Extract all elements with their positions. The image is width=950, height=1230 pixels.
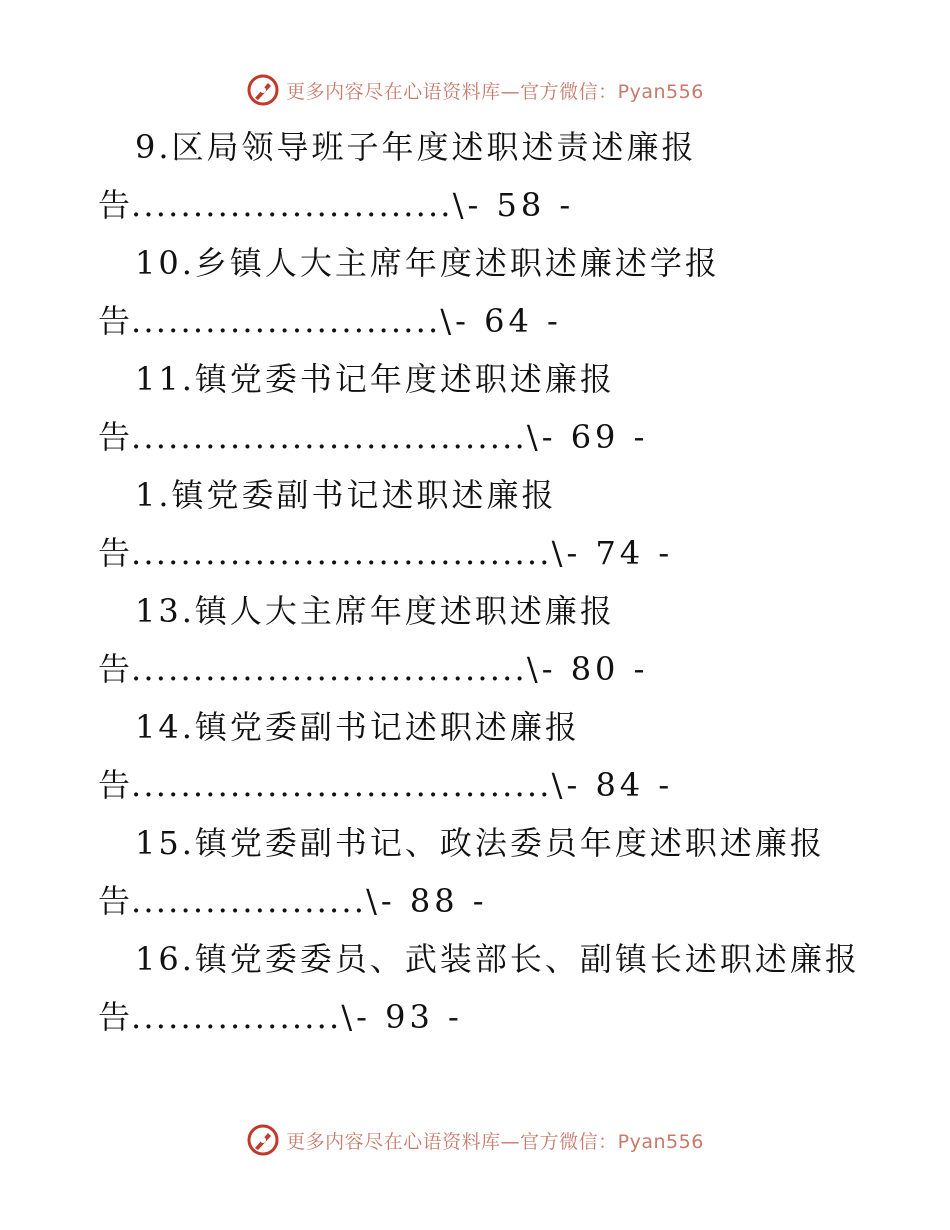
toc-entry-leader — [98, 872, 488, 930]
toc-entry-title: 1.镇党委副书记述职述廉报 — [135, 476, 557, 514]
toc-entry-title: 11.镇党委书记年度述职述廉报 — [135, 360, 615, 398]
toc-entry-leader — [98, 640, 648, 698]
toc-dots: ................... — [131, 882, 367, 920]
toc-page-ref: \- 88 - — [366, 882, 488, 920]
toc-lead-char: 告 — [98, 998, 132, 1036]
toc-dots: .................................. — [131, 534, 552, 572]
toc-page-ref: \- 64 - — [440, 302, 562, 340]
toc-dots: ................. — [131, 998, 342, 1036]
toc-entry-title: 13.镇人大主席年度述职述廉报 — [135, 592, 615, 630]
toc-lead-char: 告 — [98, 534, 132, 572]
toc-dots: .................................. — [131, 766, 552, 804]
header-banner — [0, 70, 950, 110]
toc-dots: ......................... — [131, 302, 441, 340]
toc-entry-leader — [98, 988, 463, 1046]
toc-dots: ................................ — [131, 650, 527, 688]
quill-logo-icon — [246, 1123, 280, 1157]
footer-banner-text: 更多内容尽在心语资料库—官方微信：Pyan556 — [286, 1130, 704, 1153]
toc-page-ref: \- 93 - — [341, 998, 463, 1036]
toc-lead-char: 告 — [98, 302, 132, 340]
toc-entry-title: 15.镇党委副书记、政法委员年度述职述廉报 — [135, 824, 825, 862]
toc-page-ref: \- 84 - — [551, 766, 674, 804]
toc-entry-leader — [98, 292, 562, 350]
toc-entry-leader — [98, 408, 648, 466]
header-banner-text: 更多内容尽在心语资料库—官方微信：Pyan556 — [286, 80, 704, 103]
toc-lead-char: 告 — [98, 650, 132, 688]
toc-lead-char: 告 — [98, 766, 132, 804]
toc-entry-leader — [98, 176, 574, 234]
toc-lead-char: 告 — [98, 186, 132, 224]
toc-lead-char: 告 — [98, 418, 132, 456]
toc-entry-leader — [98, 756, 673, 814]
toc-page-ref: \- 80 - — [526, 650, 649, 688]
quill-logo-icon — [246, 73, 280, 107]
toc-entry-title: 16.镇党委委员、武装部长、副镇长述职述廉报 — [135, 940, 860, 978]
toc-entry-title: 14.镇党委副书记述职述廉报 — [135, 708, 580, 746]
toc-page-ref: \- 58 - — [452, 186, 575, 224]
footer-banner — [0, 1120, 950, 1160]
toc-entry-title: 10.乡镇人大主席年度述职述廉述学报 — [135, 244, 720, 282]
toc-entry-leader — [98, 524, 673, 582]
toc-dots: ................................ — [131, 418, 527, 456]
toc-page-ref: \- 69 - — [526, 418, 649, 456]
toc-lead-char: 告 — [98, 882, 132, 920]
toc-entry-title: 9.区局领导班子年度述职述责述廉报 — [135, 128, 697, 166]
toc-page-ref: \- 74 - — [551, 534, 674, 572]
toc-dots: .......................... — [131, 186, 453, 224]
